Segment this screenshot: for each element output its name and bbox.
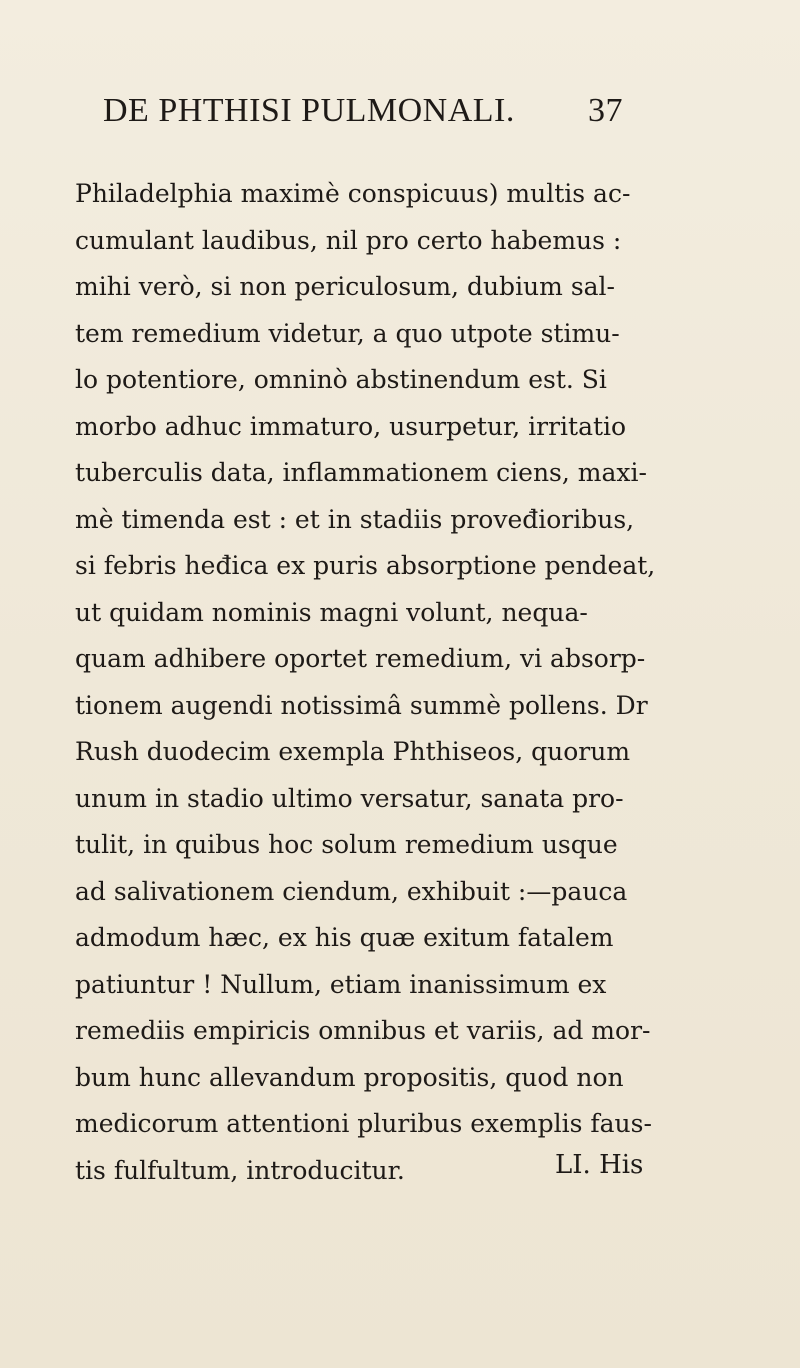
text-line: ut quidam nominis magni volunt, nequa- xyxy=(75,597,588,627)
text-line: ad salivationem ciendum, exhibuit :—pauca xyxy=(75,876,628,906)
body-text xyxy=(75,171,656,1194)
text-line: tionem augendi notissimâ summè pollens. Dr xyxy=(75,690,648,720)
text-line: remediis empiricis omnibus et variis, ad mor- xyxy=(75,1016,651,1045)
text-line: morbo adhuc immaturo, usurpetur, irritatio xyxy=(75,411,627,441)
text-line: lo potentiore, omninò abstinendum est. Si xyxy=(75,365,607,394)
text-line: Rush duodecim exempla Phthiseos, quorum xyxy=(75,737,631,766)
text-line: bum hunc allevandum propositis, quod non xyxy=(75,1062,624,1092)
page-number: 37 xyxy=(588,92,623,129)
text-line: Philadelphia maximè conspicuus) multis ac- xyxy=(75,179,631,208)
text-line: tuberculis data, inflammationem ciens, maxi- xyxy=(75,458,647,487)
text-line: quam adhibere oportet remedium, vi absorp- xyxy=(75,644,646,673)
running-head: DE PHTHISI PULMONALI. xyxy=(103,92,515,129)
text-line: unum in stadio ultimo versatur, sanata pro- xyxy=(75,783,624,813)
text-line: mihi verò, si non periculosum, dubium sal- xyxy=(75,272,615,301)
text-line: tem remedium videtur, a quo utpote stimu- xyxy=(75,318,620,348)
text-line: tulit, in quibus hoc solum remedium usque xyxy=(75,830,618,859)
text-line: mè timenda est : et in stadiis proveđioribus, xyxy=(75,504,635,534)
page-header xyxy=(103,92,623,142)
text-line: admodum hæc, ex his quæ exitum fatalem xyxy=(75,923,614,952)
catchword: LI. His xyxy=(555,1150,644,1180)
text-line: si febris heđica ex puris absorptione pendeat, xyxy=(75,551,656,580)
text-line: patiuntur ! Nullum, etiam inanissimum ex xyxy=(75,969,607,999)
text-line: tis fulfultum, introducitur. xyxy=(75,1155,405,1185)
text-line: medicorum attentioni pluribus exemplis faus- xyxy=(75,1109,652,1138)
text-line: cumulant laudibus, nil pro certo habemus : xyxy=(75,225,622,255)
